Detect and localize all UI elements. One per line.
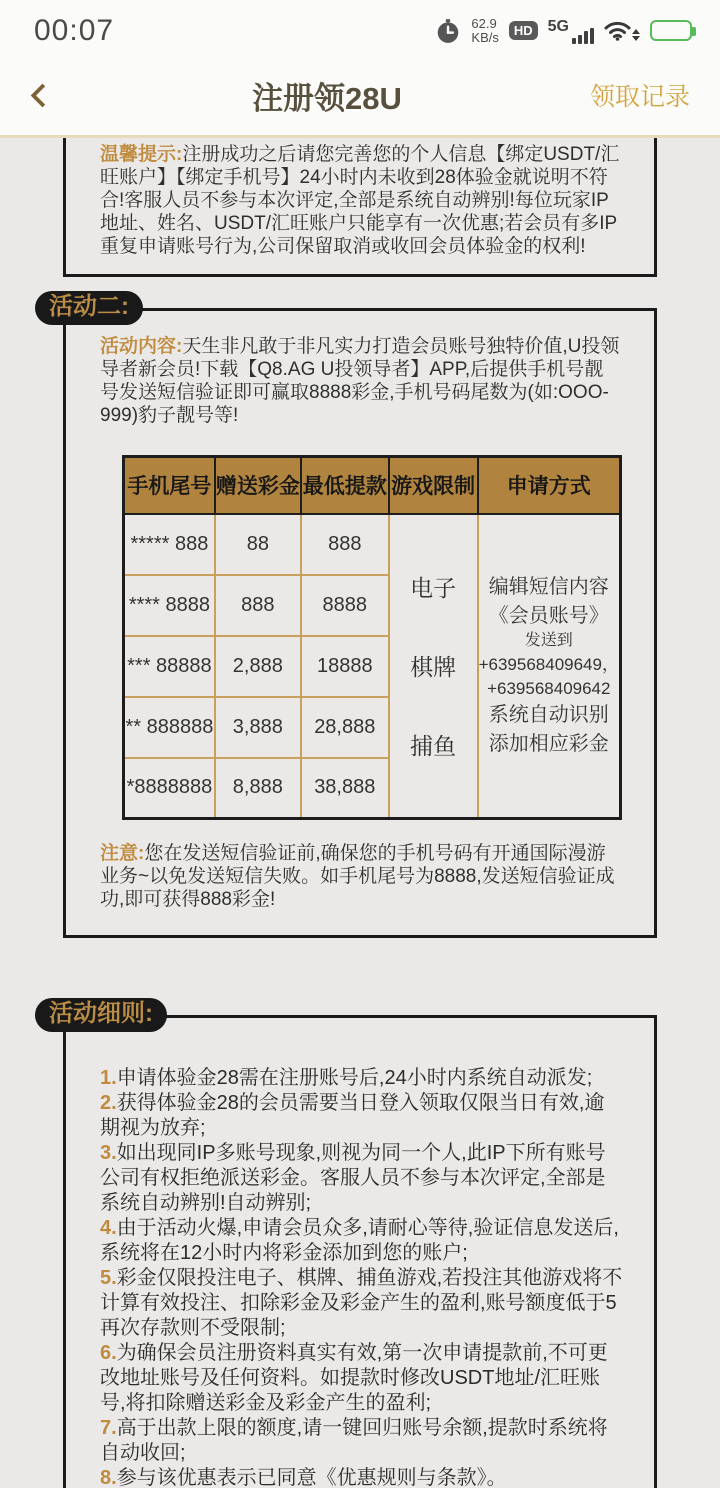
rule-item <box>100 1216 624 1266</box>
cell-min-withdraw: 18888 <box>301 636 389 697</box>
apply-method-phone: +639568409649， <box>478 654 619 674</box>
top-bar <box>0 0 720 138</box>
page-content <box>0 138 720 1488</box>
rule-text: 彩金仅限投注电子、棋牌、捕鱼游戏,若投注其他游戏将不计算有效投注、扣除彩金及彩金产生的盈利,账号额度低于5再次存款则不受限制; <box>100 1267 623 1339</box>
note-text: 您在发送短信验证前,确保您的手机号码有开通国际漫游业务~以免发送短信失败。如手机尾号为8888,发送短信验证成功,即可获得888彩金! <box>100 843 615 910</box>
network-speed <box>471 17 498 44</box>
rule-text: 申请体验金28需在注册账号后,24小时内系统自动派发; <box>116 1067 593 1089</box>
rule-text: 由于活动火爆,申请会员众多,请耐心等待,验证信息发送后,系统将在12小时内将彩金添加到您的账户; <box>100 1217 619 1264</box>
status-time: 00:07 <box>34 13 115 47</box>
warm-tips-box <box>63 138 657 277</box>
bonus-table <box>122 455 622 820</box>
col-phone-tail: 手机尾号 <box>124 457 215 514</box>
apply-method-line: 发送到 <box>524 632 573 650</box>
warm-tips-label: 温馨提示: <box>100 144 183 165</box>
cellular-signal-icon <box>548 18 594 44</box>
speed-unit: KB/s <box>471 29 499 45</box>
cell-bonus: 888 <box>215 575 301 636</box>
apply-method-line: 添加相应彩金 <box>488 732 609 755</box>
battery-icon <box>650 20 692 41</box>
cell-min-withdraw: 38,888 <box>301 758 389 819</box>
rule-number: 6. <box>100 1342 117 1364</box>
rule-number: 7. <box>100 1417 117 1439</box>
chevron-left-icon <box>30 83 54 107</box>
rule-text: 参与该优惠表示已同意《优惠规则与条款》。 <box>116 1467 507 1488</box>
cell-phone-tail: ***** 888 <box>124 514 215 575</box>
note-paragraph <box>100 842 622 911</box>
activity-content-paragraph <box>100 335 622 427</box>
cell-bonus: 88 <box>215 514 301 575</box>
note-label: 注意: <box>100 843 145 864</box>
claim-records-link[interactable]: 领取记录 <box>589 83 690 111</box>
wifi-icon <box>604 20 640 41</box>
apply-method-line: 编辑短信内容 <box>488 576 609 599</box>
data-transfer-arrows-icon <box>632 29 640 41</box>
network-type-label: 5G <box>547 17 569 35</box>
status-icons <box>435 17 692 44</box>
rule-number: 8. <box>100 1467 117 1488</box>
rule-number: 2. <box>100 1092 117 1114</box>
cell-phone-tail: ** 888888 <box>124 697 215 758</box>
warm-tips-paragraph <box>100 143 622 258</box>
cell-phone-tail: *** 88888 <box>124 636 215 697</box>
cell-apply-method <box>478 514 621 819</box>
activity-2-badge: 活动二: <box>35 291 143 325</box>
page-title: 注册领28U <box>252 80 402 116</box>
activity-content-text: 天生非凡敢于非凡实力打造会员账号独特价值,U投领导者新会员!下载【Q8.AG U投领导者】APP,后提供手机号靓号发送短信验证即可赢取8888彩金,手机号码尾数为(如:OOO-999)豹子靓号等! <box>100 336 620 426</box>
rule-text: 如出现同IP多账号现象,则视为同一个人,此IP下所有账号公司有权拒绝派送彩金。客服人员不参与本次评定,全部是系统自动辨别!自动辨别; <box>100 1142 606 1214</box>
rules-badge: 活动细则: <box>35 998 167 1032</box>
rule-number: 4. <box>100 1217 117 1239</box>
hd-badge-icon: HD <box>509 21 538 40</box>
warm-tips-text: 注册成功之后请您完善您的个人信息【绑定USDT/汇旺账户】【绑定手机号】24小时内未收到28体验金就说明不符合!客服人员不参与本次评定,全部是系统自动辨别!每位玩家IP地址、姓名、USDT/汇旺账户只能享有一次优惠;若会员有多IP重复申请账号行为,公司保留取消或收回会员体验金的权利! <box>100 144 620 257</box>
rule-text: 高于出款上限的额度,请一键回归账号余额,提款时系统将自动收回; <box>100 1417 608 1464</box>
game-limit-item: 电子 <box>410 575 457 602</box>
rules-box <box>63 1015 657 1488</box>
apply-method-phone: +639568409642 <box>487 679 611 699</box>
activity-2-box <box>63 308 657 938</box>
rule-item <box>100 1066 624 1091</box>
speed-value: 62.9 <box>471 15 497 31</box>
activity-content-label: 活动内容: <box>100 336 183 357</box>
cell-phone-tail: *8888888 <box>124 758 215 819</box>
rule-item <box>100 1266 624 1341</box>
cell-min-withdraw: 8888 <box>301 575 389 636</box>
cell-bonus: 3,888 <box>215 697 301 758</box>
alarm-clock-icon <box>435 18 461 44</box>
back-button[interactable] <box>34 87 74 104</box>
cell-min-withdraw: 888 <box>301 514 389 575</box>
table-header-row <box>124 457 621 514</box>
game-limit-item: 棋牌 <box>410 654 457 681</box>
rule-item <box>100 1466 624 1488</box>
cell-bonus: 8,888 <box>215 758 301 819</box>
cell-game-limit <box>389 514 478 819</box>
cell-phone-tail: **** 8888 <box>124 575 215 636</box>
game-limit-item: 捕鱼 <box>410 733 457 760</box>
activity-2-section <box>0 291 720 938</box>
col-min-withdraw: 最低提款 <box>301 457 389 514</box>
rule-text: 获得体验金28的会员需要当日登入领取仅限当日有效,逾期视为放弃; <box>100 1092 605 1139</box>
table-row <box>124 514 621 575</box>
col-game-limit: 游戏限制 <box>389 457 478 514</box>
rules-section <box>0 998 720 1488</box>
rule-item <box>100 1091 624 1141</box>
rule-item <box>100 1341 624 1416</box>
rule-number: 1. <box>100 1067 117 1089</box>
cell-min-withdraw: 28,888 <box>301 697 389 758</box>
cell-bonus: 2,888 <box>215 636 301 697</box>
col-apply-method: 申请方式 <box>478 457 621 514</box>
rule-item <box>100 1416 624 1466</box>
col-bonus: 赠送彩金 <box>215 457 301 514</box>
status-bar <box>0 0 720 55</box>
apply-method-line: 《会员账号》 <box>488 604 609 627</box>
rule-item <box>100 1141 624 1216</box>
apply-method-line: 系统自动识别 <box>488 704 609 727</box>
app-header <box>0 55 720 135</box>
rule-number: 5. <box>100 1267 117 1289</box>
rule-text: 为确保会员注册资料真实有效,第一次申请提款前,不可更改地址账号及任何资料。如提款时修改USDT地址/汇旺账号,将扣除赠送彩金及彩金产生的盈利; <box>100 1342 608 1414</box>
signal-bars-icon <box>572 28 594 44</box>
rule-number: 3. <box>100 1142 117 1164</box>
